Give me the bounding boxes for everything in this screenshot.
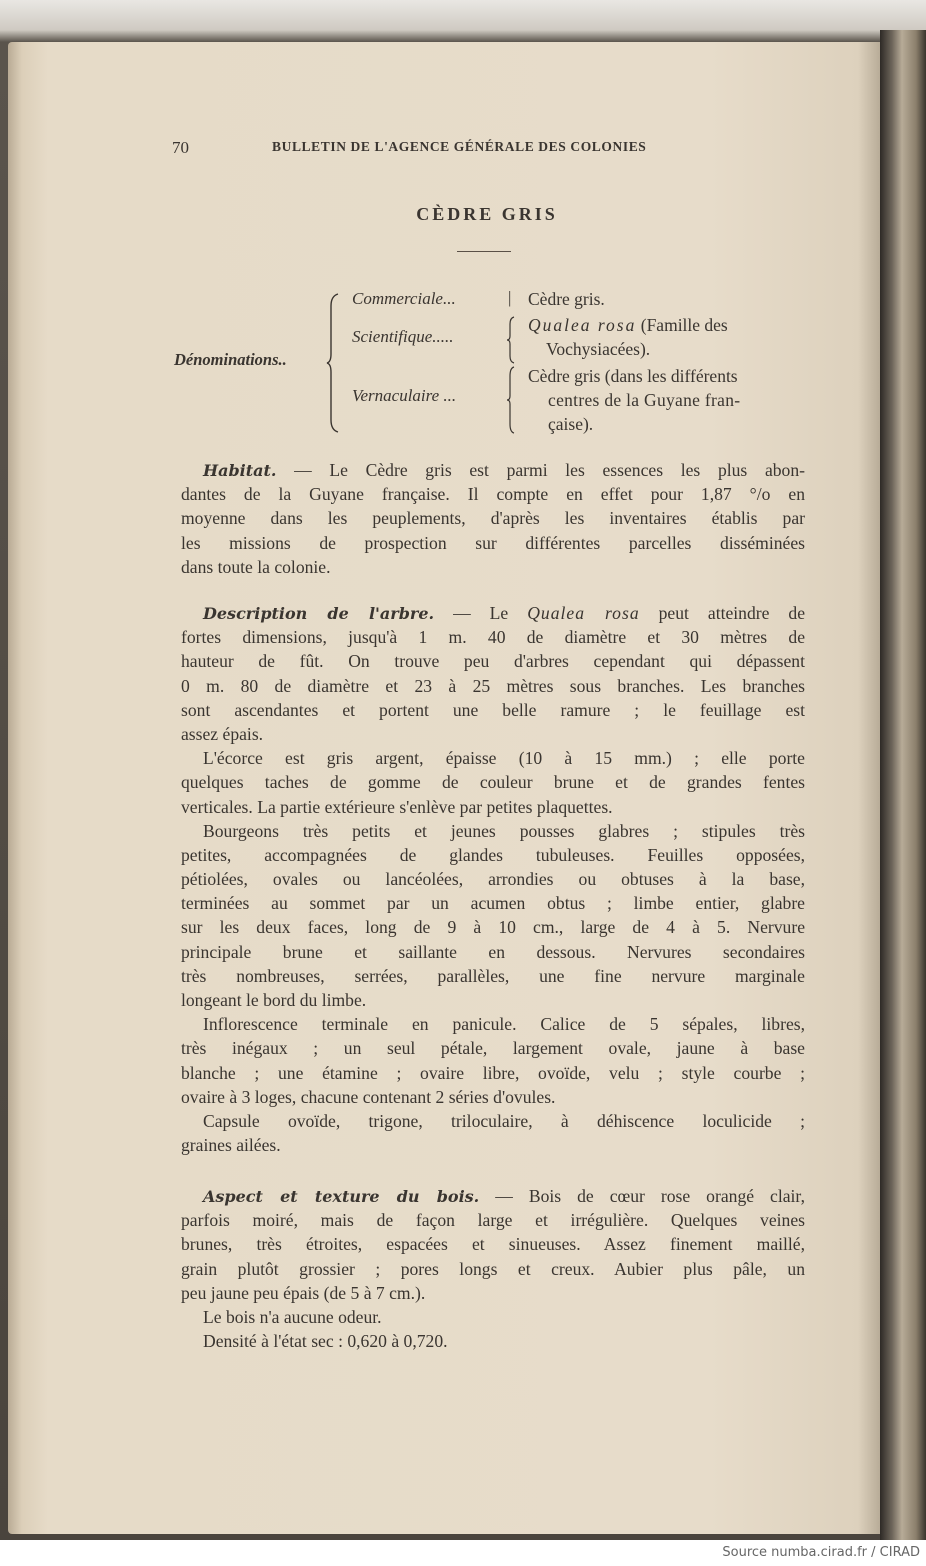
text-line	[181, 964, 805, 988]
text-segment: sur les deux faces, long de 9 à 10 cm., large de 4 à 5. Nervure	[181, 917, 805, 938]
section-habitat	[181, 458, 805, 579]
text-line	[181, 649, 805, 673]
text-segment: 0 m. 80 de diamètre et 23 à 25 mètres sous branches. Les branches	[181, 675, 805, 696]
source-caption	[0, 1540, 926, 1566]
left-brace	[326, 292, 340, 434]
source-text: Source numba.cirad.fr / CIRAD	[722, 1545, 920, 1560]
vernacular-line-1: Cèdre gris (dans les différents	[528, 366, 738, 386]
text-line	[181, 458, 805, 482]
text-segment: petites, accompagnées de glandes tubuleuses. Feuilles opposées,	[181, 844, 805, 865]
text-line	[181, 819, 805, 843]
bar-divider: |	[508, 288, 512, 307]
family-text: (Famille des	[636, 315, 728, 335]
text-line	[181, 746, 805, 770]
text-line	[181, 1184, 805, 1208]
vernacular-line-3: çaise).	[548, 414, 594, 434]
brace-vernaculaire	[506, 366, 516, 434]
denomination-label-scientifique: Scientifique.....	[352, 327, 454, 346]
article-title: CÈDRE GRIS	[416, 204, 558, 224]
paragraph	[181, 1012, 805, 1109]
text-line	[181, 1208, 805, 1232]
text-line	[181, 795, 805, 819]
text-line	[181, 601, 805, 625]
text-line	[181, 1061, 805, 1085]
denomination-label-vernaculaire: Vernaculaire ...	[352, 386, 457, 405]
text-segment: dans toute la colonie.	[181, 556, 331, 577]
text-line	[181, 698, 805, 722]
text-segment: terminées au sommet par un acumen obtus ; limbe entier, glabre	[181, 893, 805, 914]
section-aspect-texture	[181, 1184, 805, 1353]
text-line	[181, 891, 805, 915]
text-line	[181, 1305, 805, 1329]
text-line	[181, 1281, 805, 1305]
text-line	[181, 531, 805, 555]
text-line	[181, 1109, 805, 1133]
text-segment: peu jaune peu épais (de 5 à 7 cm.).	[181, 1282, 426, 1303]
vernacular-line-2: centres de la Guyane fran-	[548, 390, 741, 410]
text-line	[181, 555, 805, 579]
text-segment: très inégaux ; un seul pétale, largement ovale, jaune à base	[181, 1038, 805, 1059]
text-line	[181, 1232, 805, 1256]
paragraph	[181, 746, 805, 819]
text-line	[181, 915, 805, 939]
title-rule	[457, 251, 511, 252]
italic-term: Qualea rosa	[527, 603, 640, 623]
text-segment: moyenne dans les peuplements, d'après les inventaires établis par	[181, 508, 805, 529]
section-heading: Aspect et texture du bois.	[203, 1187, 480, 1206]
scientific-name: Qualea rosa	[528, 315, 637, 335]
text-line	[181, 988, 805, 1012]
text-line	[181, 506, 805, 530]
denomination-value-commerciale: Cèdre gris.	[528, 289, 605, 309]
paragraph	[181, 458, 805, 579]
section-heading: Habitat.	[203, 461, 277, 480]
text-segment: assez épais.	[181, 723, 264, 744]
text-segment: brunes, très étroites, espacées et sinueuses. Assez finement maillé,	[181, 1234, 805, 1255]
family-name: Vochysiacées).	[546, 339, 651, 359]
running-title: BULLETIN DE L'AGENCE GÉNÉRALE DES COLONIES	[272, 139, 647, 154]
text-segment: — Le Cèdre gris est parmi les essences les plus abon-	[276, 460, 805, 480]
text-segment: Bourgeons très petits et jeunes pousses glabres ; stipules très	[203, 820, 805, 841]
page-number: 70	[172, 138, 189, 157]
text-segment: très nombreuses, serrées, parallèles, une fine nervure marginale	[181, 965, 805, 986]
text-segment: verticales. La partie extérieure s'enlève par petites plaquettes.	[181, 796, 613, 817]
text-segment: blanche ; une étamine ; ovaire libre, ovoïde, velu ; style courbe ;	[181, 1062, 805, 1083]
paragraph	[181, 1329, 805, 1353]
text-segment: principale brune et saillante en dessous. Nervures secondaires	[181, 941, 805, 962]
text-line	[181, 674, 805, 698]
brace-scientifique	[506, 316, 516, 364]
text-line	[181, 1036, 805, 1060]
text-line	[181, 1085, 805, 1109]
text-segment: dantes de la Guyane française. Il compte en effet pour 1,87 °/o en	[181, 484, 805, 505]
paragraph	[181, 1305, 805, 1329]
paragraph	[181, 601, 805, 746]
text-line	[181, 1012, 805, 1036]
text-segment: sont ascendantes et portent une belle ramure ; le feuillage est	[181, 699, 805, 720]
text-segment: parfois moiré, mais de façon large et irrégulière. Quelques veines	[181, 1210, 805, 1231]
text-line	[181, 843, 805, 867]
text-segment: les missions de prospection sur différentes parcelles disséminées	[181, 532, 805, 553]
text-segment: peut atteindre de	[639, 603, 806, 623]
section-description	[181, 601, 805, 1157]
text-line	[181, 722, 805, 746]
text-segment: longeant le bord du limbe.	[181, 990, 367, 1010]
text-segment: fortes dimensions, jusqu'à 1 m. 40 de diamètre et 30 mètres de	[181, 627, 805, 648]
text-segment: Le bois n'a aucune odeur.	[203, 1306, 382, 1327]
paragraph	[181, 1109, 805, 1157]
text-line	[181, 770, 805, 794]
text-segment: quelques taches de gomme de couleur brune et de grandes fentes	[181, 772, 805, 793]
text-segment: grain plutôt grossier ; pores longs et creux. Aubier plus pâle, un	[181, 1258, 805, 1279]
denominations-label: Dénominations..	[174, 350, 287, 369]
section-heading: Description de l'arbre.	[203, 604, 435, 623]
text-line	[181, 940, 805, 964]
text-segment: — Le	[434, 603, 528, 623]
text-segment: graines ailées.	[181, 1135, 281, 1156]
text-line	[181, 1133, 805, 1157]
text-line	[181, 482, 805, 506]
text-line	[181, 1329, 805, 1353]
text-segment: Inflorescence terminale en panicule. Calice de 5 sépales, libres,	[203, 1014, 805, 1035]
text-segment: hauteur de fût. On trouve peu d'arbres cependant qui dépassent	[181, 651, 805, 672]
paragraph	[181, 1184, 805, 1305]
text-line	[181, 625, 805, 649]
book-binding	[880, 30, 926, 1540]
denomination-label-commerciale: Commerciale...	[352, 289, 456, 308]
text-segment: Densité à l'état sec : 0,620 à 0,720.	[203, 1331, 448, 1352]
text-segment: Capsule ovoïde, trigone, triloculaire, à déhiscence loculicide ;	[203, 1110, 805, 1131]
text-line	[181, 1257, 805, 1281]
text-line	[181, 867, 805, 891]
text-segment: — Bois de cœur rose orangé clair,	[479, 1186, 805, 1206]
text-segment: ovaire à 3 loges, chacune contenant 2 séries d'ovules.	[181, 1086, 556, 1107]
text-segment: pétiolées, ovales ou lancéolées, arrondies ou obtuses à la base,	[181, 869, 805, 890]
denomination-value-scientifique	[528, 315, 728, 336]
text-segment: L'écorce est gris argent, épaisse (10 à 15 mm.) ; elle porte	[203, 748, 805, 769]
paragraph	[181, 819, 805, 1013]
